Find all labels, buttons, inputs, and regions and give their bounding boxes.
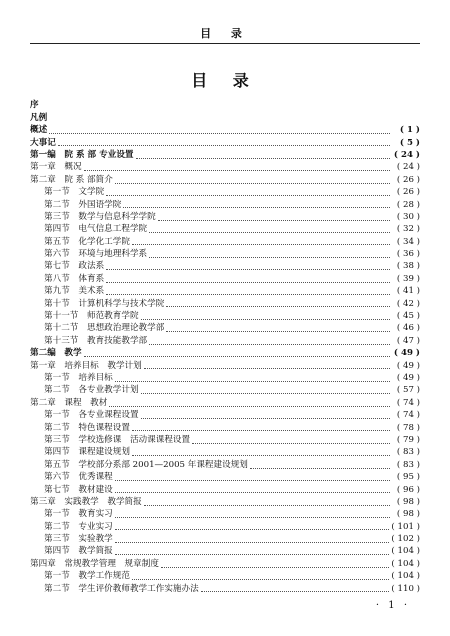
toc-entry-title: 第三节 学校选修课 活动课课程设置 [44,434,191,445]
toc-entry [30,421,420,433]
dot-leader [166,299,390,307]
dot-leader [149,337,390,345]
toc-entry [30,458,420,470]
toc-entry-page: ( 24 ) [396,162,420,173]
dot-leader [136,151,390,159]
toc-entry-title: 凡例 [30,112,48,123]
dot-leader [201,584,390,592]
toc-entry-page: ( 74 ) [396,397,420,408]
dot-leader [106,275,390,283]
dot-leader [115,510,390,518]
toc-entry [30,334,420,346]
toc-entry-title: 第四节 电气信息工程学院 [44,224,148,235]
dot-leader [161,560,390,568]
toc-entry-page: ( 45 ) [396,311,420,322]
toc-entry-title: 第三章 实践教学 教学简报 [30,496,142,507]
toc-entry-title: 第二节 学生评价教师教学工作实施办法 [44,583,199,594]
toc-entry-page: ( 5 ) [399,137,420,148]
toc-entry [30,285,420,297]
toc-entry-page: ( 38 ) [396,261,420,272]
table-of-contents [30,99,420,595]
toc-entry-page: ( 36 ) [396,249,420,260]
dot-leader [109,399,390,407]
toc-entry [30,557,420,569]
toc-entry-title: 第二节 外国语学院 [44,199,122,210]
toc-entry-page: ( 57 ) [396,385,420,396]
toc-entry-title: 第三节 实验教学 [44,534,113,545]
toc-entry [30,161,420,173]
toc-entry-title: 第十一节 师范教育学院 [44,311,139,322]
toc-entry-title: 第六节 环境与地理科学系 [44,249,148,260]
toc-entry-title: 概述 [30,125,48,136]
toc-entry [30,211,420,223]
toc-entry [30,359,420,371]
toc-entry-title: 第一节 教学工作规范 [44,571,130,582]
dot-leader [132,448,390,456]
toc-entry [30,347,420,359]
toc-entry-page: ( 104 ) [391,546,420,557]
toc-entry-page: ( 49 ) [393,348,420,359]
page-title: 目 录 [191,71,259,90]
running-head: 目 录 [200,27,250,40]
toc-entry [30,520,420,532]
dot-leader [149,225,390,233]
toc-entry-page: ( 83 ) [396,459,420,470]
toc-entry-title: 第五节 化学化工学院 [44,236,130,247]
dot-leader [144,361,390,369]
toc-entry-title: 第一节 文学院 [44,187,105,198]
toc-entry-title: 第四节 课程建设规划 [44,447,130,458]
dot-leader [84,349,390,357]
toc-entry-page: ( 79 ) [396,434,420,445]
toc-entry [30,570,420,582]
dot-leader [49,126,390,134]
toc-entry-title: 第二节 特色课程设置 [44,422,130,433]
dot-leader [58,138,390,146]
toc-entry-title: 第一章 培养目标 教学计划 [30,360,142,371]
dot-leader [141,312,390,320]
toc-entry-page: ( 32 ) [396,224,420,235]
toc-entry-title: 第二章 课程 教材 [30,397,108,408]
toc-entry [30,186,420,198]
toc-entry-page: ( 78 ) [396,422,420,433]
dot-leader [115,473,390,481]
toc-entry [30,310,420,322]
toc-entry [30,297,420,309]
toc-entry-page: ( 47 ) [396,335,420,346]
toc-entry-title: 第一编 院 系 部 专业设置 [30,149,134,160]
toc-entry [30,545,420,557]
dot-leader [158,213,390,221]
toc-entry [30,483,420,495]
toc-entry-page: ( 42 ) [396,298,420,309]
dot-leader [115,374,390,382]
toc-entry-page: ( 104 ) [391,558,420,569]
dot-leader [192,436,390,444]
toc-entry-page: ( 101 ) [391,521,420,532]
toc-entry-page: ( 28 ) [396,199,420,210]
toc-entry-title: 第七节 政法系 [44,261,105,272]
dot-leader [132,423,390,431]
toc-entry [30,496,420,508]
dot-leader [250,461,390,469]
dot-leader [106,188,390,196]
toc-entry-title: 第十节 计算机科学与技术学院 [44,298,165,309]
dot-leader [106,287,390,295]
toc-entry [30,99,420,111]
dot-leader [84,163,390,171]
toc-entry-page: ( 74 ) [396,410,420,421]
toc-entry-title: 第六节 优秀课程 [44,472,113,483]
toc-entry-title: 第四章 常规教学管理 规章制度 [30,558,159,569]
toc-entry-title: 第二节 各专业教学计划 [44,385,139,396]
toc-entry-title: 第九节 美术系 [44,286,105,297]
toc-entry [30,173,420,185]
toc-entry-page: ( 26 ) [396,174,420,185]
toc-entry-page: ( 98 ) [396,496,420,507]
dot-leader [141,386,390,394]
dot-leader [132,572,389,580]
toc-entry-page: ( 46 ) [396,323,420,334]
toc-entry-title: 第一节 教育实习 [44,509,113,520]
dot-leader [115,485,390,493]
toc-entry-page: ( 49 ) [396,372,420,383]
dot-leader [115,522,390,530]
toc-entry [30,322,420,334]
dot-leader [144,498,390,506]
dot-leader [166,324,390,332]
toc-entry-page: ( 39 ) [396,273,420,284]
toc-entry [30,372,420,384]
toc-entry-title: 第二节 专业实习 [44,521,113,532]
toc-entry-page: ( 1 ) [399,125,420,136]
toc-entry [30,235,420,247]
toc-entry [30,136,420,148]
toc-entry [30,471,420,483]
toc-entry-page: ( 26 ) [396,187,420,198]
toc-entry-page: ( 30 ) [396,211,420,222]
toc-entry-title: 第五节 学校部分系部 2001—2005 年课程建设规划 [44,459,248,470]
toc-entry [30,124,420,136]
dot-leader [123,200,390,208]
toc-entry [30,248,420,260]
toc-entry-page: ( 104 ) [391,571,420,582]
toc-entry [30,434,420,446]
toc-entry [30,533,420,545]
toc-entry [30,272,420,284]
toc-entry [30,223,420,235]
toc-entry [30,409,420,421]
toc-entry-title: 第一章 概况 [30,162,82,173]
toc-entry [30,446,420,458]
toc-entry [30,198,420,210]
toc-entry-page: ( 98 ) [396,509,420,520]
toc-entry [30,111,420,123]
toc-entry-title: 第七节 教材建设 [44,484,113,495]
toc-entry-page: ( 83 ) [396,447,420,458]
toc-entry [30,260,420,272]
toc-entry-title: 第十二节 思想政治理论教学部 [44,323,165,334]
toc-entry-title: 第三节 数学与信息科学学院 [44,211,156,222]
toc-entry-page: ( 95 ) [396,472,420,483]
toc-entry-title: 第四节 教学简报 [44,546,113,557]
toc-entry-title: 第二编 教学 [30,348,82,359]
toc-entry-page: ( 96 ) [396,484,420,495]
dot-leader [149,250,390,258]
dot-leader [115,547,390,555]
toc-entry-page: ( 34 ) [396,236,420,247]
toc-entry-title: 大事记 [30,137,56,148]
toc-entry-page: ( 110 ) [391,583,420,594]
dot-leader [115,176,390,184]
page-number: · 1 · [375,600,410,611]
toc-entry [30,149,420,161]
dot-leader [106,262,390,270]
toc-entry-page: ( 41 ) [396,286,420,297]
toc-entry-title: 第一节 培养目标 [44,372,113,383]
toc-entry-title: 序 [30,100,39,111]
toc-entry [30,396,420,408]
toc-entry [30,508,420,520]
toc-entry-page: ( 24 ) [393,149,420,160]
toc-entry-page: ( 102 ) [391,534,420,545]
toc-entry-title: 第一节 各专业课程设置 [44,410,139,421]
toc-entry [30,582,420,594]
toc-entry-title: 第二章 院 系 部简介 [30,174,113,185]
toc-entry-page: ( 49 ) [396,360,420,371]
dot-leader [132,237,390,245]
header-rule [30,43,420,44]
toc-entry-title: 第十三节 教育技能教学部 [44,335,148,346]
toc-entry-title: 第八节 体育系 [44,273,105,284]
dot-leader [115,535,390,543]
dot-leader [141,411,390,419]
toc-entry [30,384,420,396]
